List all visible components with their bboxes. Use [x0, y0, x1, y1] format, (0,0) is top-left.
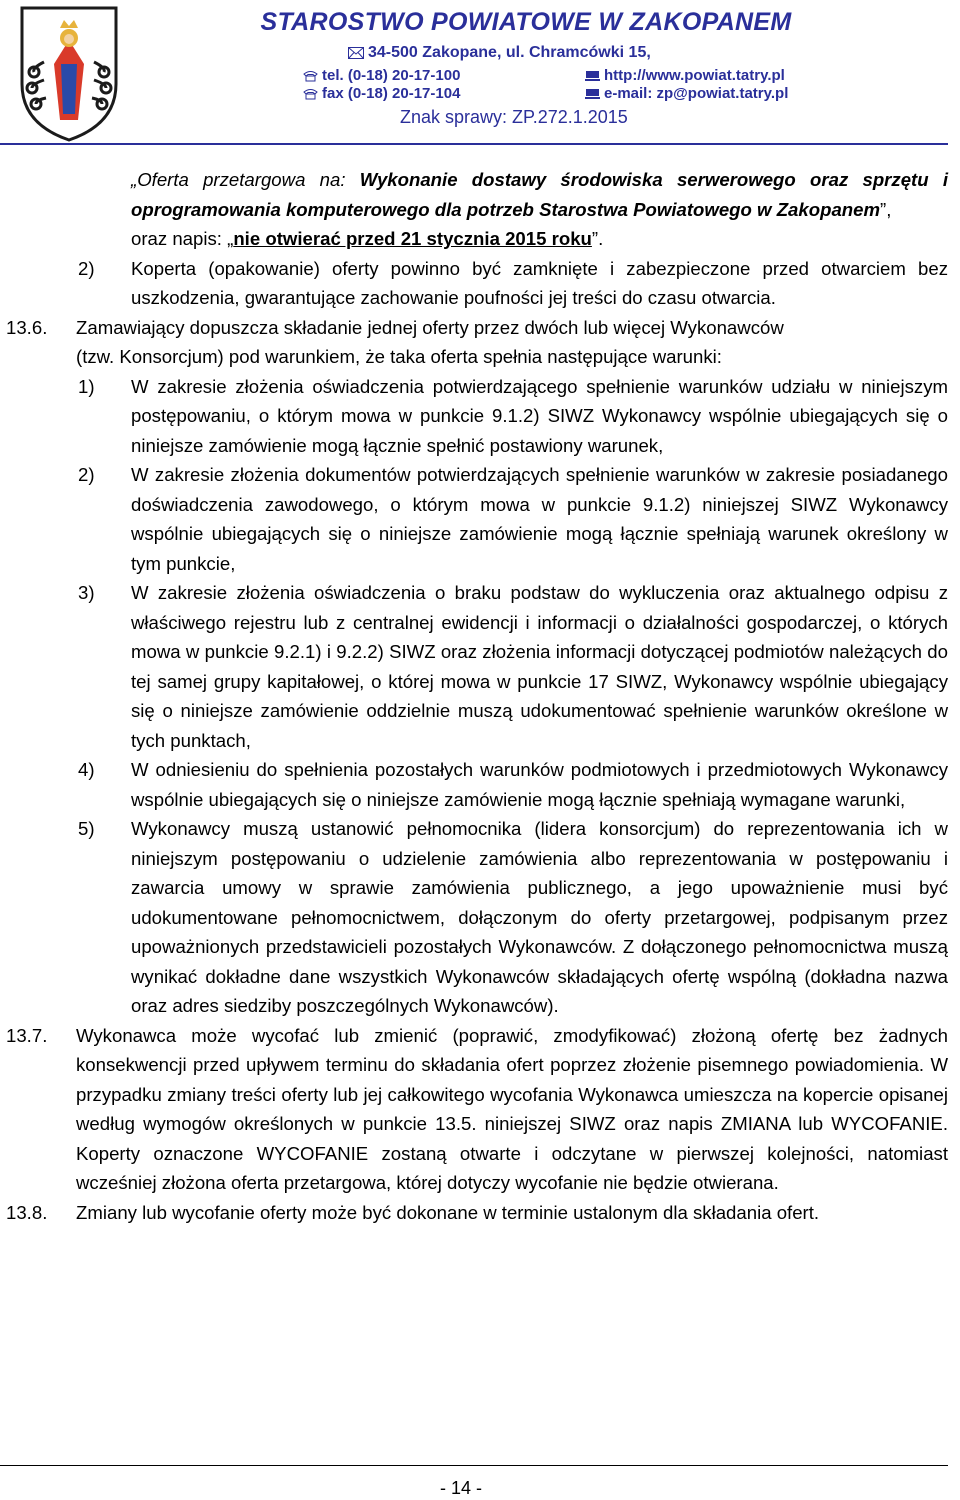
section-number: 13.7.	[6, 1024, 48, 1046]
address-text: 34-500 Zakopane, ul. Chramcówki 15,	[368, 44, 651, 61]
item-text: Koperta (opakowanie) oferty powinno być zamknięte i zabezpieczone przed otwarciem bez uszkodzenia, gwarantujące zachowanie poufności jej treści do czasu otwarcia.	[131, 257, 948, 308]
inscription-label: oraz napis: „	[131, 228, 234, 249]
phone-text: tel. (0-18) 20-17-100	[322, 67, 461, 84]
phone-icon	[303, 70, 318, 82]
email-link[interactable]: e-mail: zp@powiat.tatry.pl	[604, 85, 789, 102]
offer-label: „Oferta przetargowa na:	[131, 169, 360, 190]
section-text: Zmiany lub wycofanie oferty może być dokonane w terminie ustalonym dla składania ofert.	[76, 1201, 820, 1223]
section-13-8	[0, 1198, 960, 1228]
tender-subject: Wykonanie dostawy środowiska serwerowego oraz sprzętu i oprogramowania komputerowego dla potrzeb Starostwa Powiatowego w Zakopanem	[131, 169, 948, 220]
quote-close: ”,	[880, 198, 892, 220]
computer-icon	[585, 88, 600, 100]
do-not-open-paragraph	[131, 224, 948, 254]
page-number: - 14 -	[440, 1478, 483, 1498]
item-text: W zakresie złożenia dokumentów potwierdzających spełnienie warunków w zakresie posiadanego doświadczenia zawodowego, o którym mowa w punkcie 9.1.2) niniejszej SIWZ Wykonawcy wspólnie ubiegających się o niniejsze zamówienie mogą łącznie spełniają warunek określony w tym punkcie,	[131, 464, 948, 574]
item-number: 2)	[78, 257, 95, 279]
item-number: 1)	[78, 375, 95, 397]
header-divider	[0, 143, 948, 145]
item-number: 5)	[78, 818, 95, 839]
section-text-continuation: (tzw. Konsorcjum) pod warunkiem, że taka oferta spełnia następujące warunki:	[76, 346, 722, 367]
footer-divider	[0, 1465, 948, 1466]
computer-icon	[585, 70, 600, 82]
coat-of-arms-icon	[14, 2, 124, 142]
list-item	[0, 755, 960, 814]
envelope-icon	[348, 47, 364, 59]
list-item	[0, 578, 960, 755]
item-number: 2)	[78, 464, 95, 485]
email-line[interactable]	[585, 85, 788, 102]
list-item	[0, 460, 960, 578]
website-link[interactable]: http://www.powiat.tatry.pl	[604, 67, 785, 84]
letterhead	[0, 0, 960, 150]
item-text: W odniesieniu do spełnienia pozostałych warunków podmiotowych i przedmiotowych Wykonawcy wspólnie ubiegających się o niniejsze zamówienie mogą łącznie spełniają wymagane warunki,	[131, 759, 948, 810]
do-not-open-notice: nie otwierać przed 21 stycznia 2015 roku	[233, 228, 592, 249]
phone-line	[303, 67, 460, 84]
fax-text: fax (0-18) 20-17-104	[322, 85, 461, 102]
section-13-7	[0, 1021, 960, 1198]
phone-icon	[303, 88, 318, 100]
office-name: STAROSTWO POWIATOWE W ZAKOPANEM	[260, 8, 792, 36]
section-number: 13.6.	[6, 316, 48, 338]
section-number: 13.8.	[6, 1201, 48, 1223]
item-text: W zakresie złożenia oświadczenia o braku podstaw do wykluczenia oraz aktualnego odpisu z właściwego rejestru lub z centralnej ewidencji i informacji o działalności gospodarczej, o których mowa w punkcie 9.2.1) i 9.2.2) SIWZ oraz złożenia informacji dotyczącej podmiotów należących do tej samej grupy kapitałowej, o której mowa w punkcie 17 SIWZ, Wykonawcy wspólnie ubiegający się o niniejsze zamówienie oddzielnie muszą udokumentować spełnienie warunków określone w tych punktach,	[131, 582, 948, 751]
list-item	[0, 254, 960, 313]
section-13-6	[0, 313, 960, 343]
section-text: Wykonawca może wycofać lub zmienić (poprawić, zmodyfikować) złożoną ofertę bez żadnych konsekwencji przed upływem terminu do składania ofert poprzez złożenie pisemnego powiadomienia. W przypadku zmiany treści oferty lub jej całkowitego wycofania Wykonawca umieszcza na kopercie opisanej według wymogów określonych w punkcie 13.5. niniejszej SIWZ oraz napis ZMIANA lub WYCOFANIE. Koperty oznaczone WYCOFANIE zostaną otwarte i odczytane w pierwszej kolejności, natomiast wcześniej złożona oferta przetargowa, której dotyczy wycofanie nie będzie otwierana.	[76, 1024, 948, 1193]
case-reference: Znak sprawy: ZP.272.1.2015	[400, 107, 628, 127]
item-number: 4)	[78, 759, 95, 780]
envelope-label-paragraph	[131, 165, 948, 224]
section-text: Zamawiający dopuszcza składanie jednej oferty przez dwóch lub więcej Wykonawców	[76, 316, 784, 338]
item-text: W zakresie złożenia oświadczenia potwierdzającego spełnienie warunków udziału w niniejszym postępowaniu, o którym mowa w punkcie 9.1.2) SIWZ Wykonawcy wspólnie ubiegających się o niniejsze zamówienie mogą łącznie spełnić postawiony warunek,	[131, 375, 948, 456]
fax-line	[303, 85, 460, 102]
document-body	[0, 165, 960, 1227]
item-text: Wykonawcy muszą ustanowić pełnomocnika (lidera konsorcjum) do reprezentowania ich w niniejszym postępowaniu o udzielenie zamówienia albo reprezentowania w postępowaniu i zawarcia umowy w sprawie zamówienia publicznego, a jego upoważnienie musi być udokumentowane pełnomocnictwem, dołączonym do oferty przetargowej, podpisanym przez upoważnionych przedstawicieli pozostałych Wykonawców. Z dołączonego pełnomocnictwa muszą wynikać dokładne dane wszystkich Wykonawców składających ofertę wspólną (dokładna nazwa oraz adres siedziby poszczególnych Wykonawców).	[131, 818, 948, 1016]
address-line	[348, 44, 651, 62]
quote-close-2: ”.	[591, 228, 604, 249]
list-item	[0, 814, 960, 1021]
list-item	[0, 372, 960, 461]
website-line[interactable]	[585, 67, 785, 84]
item-number: 3)	[78, 582, 95, 603]
